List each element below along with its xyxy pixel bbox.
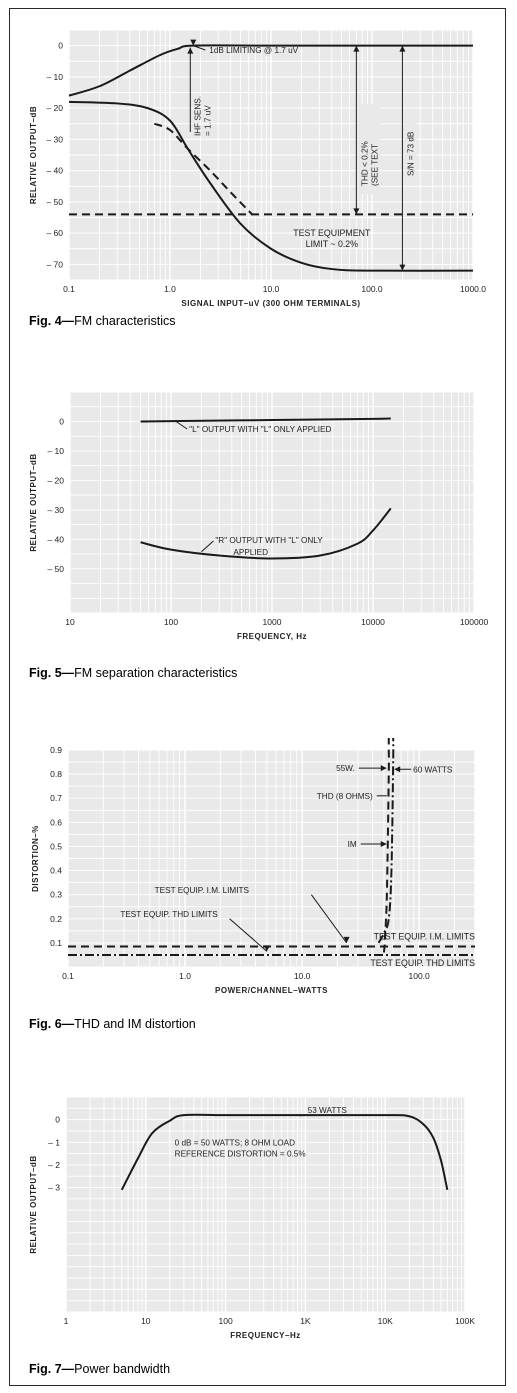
fig7-caption: Fig. 7—Power bandwidth	[29, 1362, 171, 1376]
fig6-caption: Fig. 6—THD and IM distortion	[29, 1017, 196, 1031]
fig6-caption-text: THD and IM distortion	[74, 1017, 196, 1031]
fig4-annot-test-equipment: TEST EQUIPMENT	[293, 228, 371, 238]
fig6-annot-thd-limits-left: TEST EQUIP. THD LIMITS	[120, 909, 218, 919]
fig6-y-axis-label: DISTORTION–%	[31, 825, 40, 892]
fig5-x-tick-label: 10000	[361, 617, 385, 627]
fig4-annot-see-text: (SEE TEXT	[370, 143, 380, 186]
fig7-x-tick-label: 100	[218, 1316, 233, 1326]
fig5-y-axis-label: RELATIVE OUTPUT–dB	[29, 453, 38, 552]
fig4-y-tick-label: – 60	[46, 228, 63, 239]
fig7-y-axis-label: RELATIVE OUTPUT–dB	[29, 1155, 38, 1254]
fm-separation-chart	[0, 380, 517, 650]
fig5-x-tick-label: 10	[65, 617, 75, 627]
fig5-y-tick-label: – 40	[47, 534, 64, 545]
fig6-y-tick-label: 0.7	[50, 793, 62, 804]
fig5-y-tick-label: 0	[59, 416, 64, 427]
fig6-y-tick-label: 0.1	[50, 937, 62, 948]
fig4-y-tick-label: – 10	[46, 71, 63, 82]
fig6-annot-60w: 60 WATTS	[413, 765, 453, 775]
fig6-caption-number: Fig. 6	[29, 1017, 62, 1031]
fig7-annot-53w: 53 WATTS	[307, 1106, 347, 1115]
fig6-y-tick-label: 0.6	[50, 817, 62, 828]
fig6-annot-im-limits-right: TEST EQUIP. I.M. LIMITS	[373, 931, 475, 942]
fig4-annot-limiting: 1dB LIMITING @ 1.7 uV	[209, 46, 299, 55]
fig5-y-tick-label: – 50	[47, 563, 64, 574]
power-bandwidth-chart	[0, 1085, 517, 1365]
fig4-annot-ihf-value: = 1.7 uV	[203, 105, 213, 136]
fig7-x-tick-label: 10	[141, 1316, 151, 1326]
fig7-annot-reference-distortion: REFERENCE DISTORTION = 0.5%	[174, 1149, 306, 1159]
fig4-caption-text: FM characteristics	[74, 314, 176, 328]
fig6-y-tick-label: 0.3	[50, 889, 62, 900]
fig4-y-tick-label: – 40	[46, 165, 63, 176]
fig7-y-tick-label: 0	[55, 1114, 60, 1125]
fig6-x-tick-label: 0.1	[62, 971, 74, 981]
fig4-x-tick-label: 1000.0	[460, 284, 486, 294]
fig5-annot-r-output: "R" OUTPUT WITH "L" ONLY	[215, 536, 323, 545]
fig7-y-tick-label: – 3	[48, 1182, 60, 1193]
fig4-y-tick-label: – 70	[46, 259, 63, 270]
fig4-y-tick-label: 0	[58, 40, 63, 51]
fig4-annot-thd: THD < 0.2%	[360, 141, 370, 186]
fig7-annot-reference-level: 0 dB = 50 WATTS; 8 OHM LOAD	[174, 1138, 296, 1148]
fig6-annot-thd-limits-right: TEST EQUIP. THD LIMITS	[370, 957, 475, 968]
fig7-x-tick-label: 1	[63, 1316, 69, 1326]
fig6-y-tick-label: 0.2	[50, 913, 62, 924]
fig7-x-tick-label: 1K	[300, 1316, 311, 1326]
fig7-caption-number: Fig. 7	[29, 1362, 62, 1376]
fig5-x-tick-label: 1000	[262, 617, 282, 627]
fig5-caption-number: Fig. 5	[29, 666, 62, 680]
fig5-annot-applied: APPLIED	[233, 548, 268, 557]
fig4-annot-ihf-sens: IHF SENS.	[193, 95, 203, 136]
fig6-y-tick-label: 0.8	[50, 769, 62, 780]
fig4-x-tick-label: 100.0	[361, 284, 383, 294]
fig6-annot-55w: 55W.	[336, 764, 355, 774]
fig7-x-axis-label: FREQUENCY–Hz	[230, 1331, 301, 1340]
fig5-y-tick-label: – 30	[47, 504, 64, 515]
fig5-y-tick-label: – 10	[47, 445, 64, 456]
fig4-annot-test-limit: LIMIT ~ 0.2%	[305, 239, 359, 249]
fig5-y-tick-label: – 20	[47, 475, 64, 486]
fm-characteristics-chart	[0, 0, 517, 308]
fig4-y-tick-label: – 30	[46, 134, 63, 145]
fig6-y-tick-label: 0.5	[50, 841, 62, 852]
thd-im-distortion-chart	[0, 735, 517, 1015]
fig6-annot-thd: THD (8 OHMS)	[316, 791, 373, 801]
fig6-x-axis-label: POWER/CHANNEL–WATTS	[215, 986, 328, 995]
fig7-x-tick-label: 10K	[377, 1316, 393, 1326]
fig5-caption: Fig. 5—FM separation characteristics	[29, 666, 238, 680]
fig7-x-tick-label: 100K	[455, 1316, 475, 1326]
fig6-y-tick-label: 0.4	[50, 865, 62, 876]
fig4-x-axis-label: SIGNAL INPUT–uV (300 OHM TERMINALS)	[181, 299, 361, 308]
fig6-annot-im-limits-left: TEST EQUIP. I.M. LIMITS	[154, 885, 249, 895]
fig4-y-tick-label: – 20	[46, 103, 63, 114]
fig4-x-tick-label: 1.0	[164, 284, 176, 294]
fig4-caption-number: Fig. 4	[29, 314, 62, 328]
fig4-y-axis-label: RELATIVE OUTPUT–dB	[29, 105, 38, 205]
fig4-annot-sn: S/N = 73 dB	[406, 131, 416, 176]
fig5-x-tick-label: 100000	[459, 617, 489, 627]
fig5-x-tick-label: 100	[163, 617, 179, 627]
fig4-caption: Fig. 4—FM characteristics	[29, 314, 176, 328]
fig7-caption-text: Power bandwidth	[74, 1362, 171, 1376]
fig7-y-tick-label: – 1	[48, 1137, 60, 1148]
fig5-caption-text: FM separation characteristics	[74, 666, 238, 680]
fig6-x-tick-label: 100.0	[408, 971, 430, 981]
fig6-y-tick-label: 0.9	[50, 745, 62, 755]
fig4-x-tick-label: 10.0	[262, 284, 280, 294]
fig5-x-axis-label: FREQUENCY, Hz	[236, 632, 308, 641]
fig7-plot-area	[66, 1097, 465, 1312]
fig4-y-tick-label: – 50	[46, 196, 63, 207]
fig6-x-tick-label: 1.0	[179, 971, 191, 981]
fig7-y-tick-label: – 2	[48, 1159, 60, 1170]
fig5-annot-l-output: "L" OUTPUT WITH "L" ONLY APPLIED	[189, 425, 332, 434]
fig6-x-tick-label: 10.0	[293, 971, 311, 981]
fig4-x-tick-label: 0.1	[63, 284, 75, 294]
fig6-annot-im: IM	[347, 840, 357, 850]
